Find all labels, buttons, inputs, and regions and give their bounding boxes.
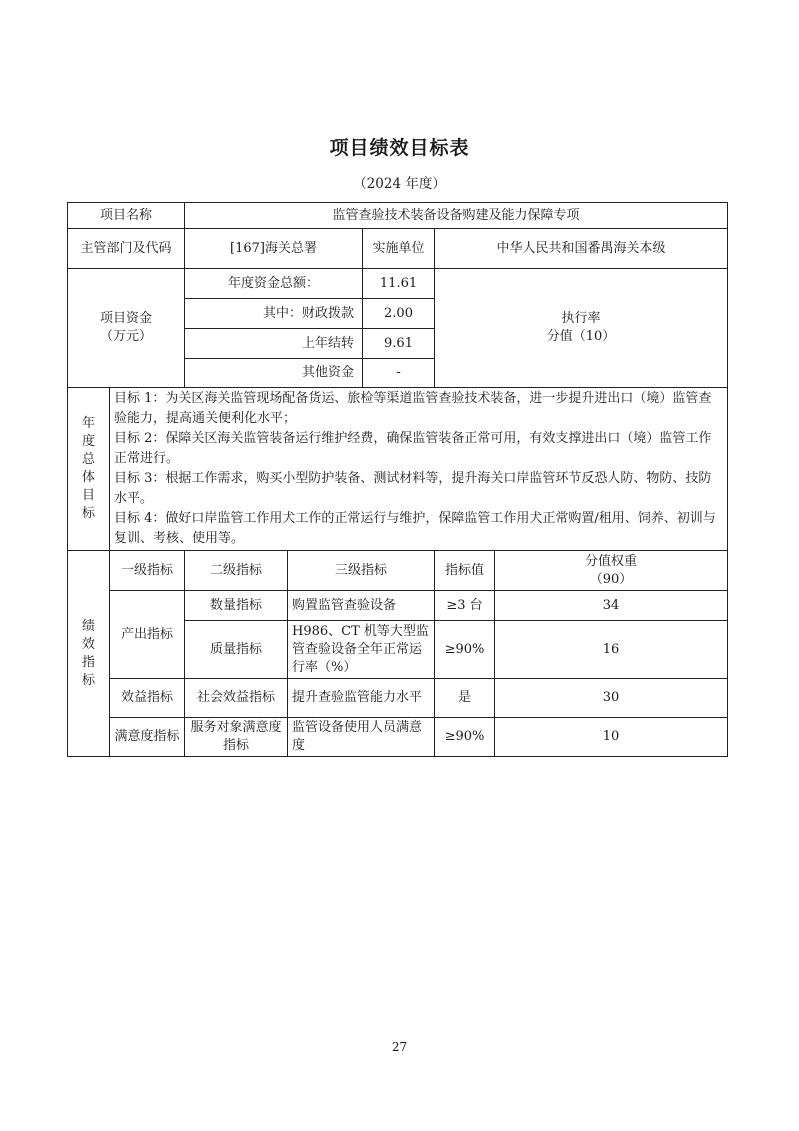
indicators-label-char: 效 — [81, 636, 95, 652]
project-name-row — [68, 203, 728, 229]
annual-goals-label-char: 标 — [81, 506, 95, 521]
indicators-label-char: 绩 — [81, 618, 95, 634]
page-title: 项目绩效目标表 — [329, 137, 470, 159]
funds-total-row — [68, 269, 728, 299]
annual-goals-label-char: 体 — [81, 470, 95, 485]
header-weight — [495, 551, 728, 591]
indicator-header-row — [68, 551, 728, 591]
funds-fiscal-value: 2.00 — [363, 299, 435, 329]
department-row — [68, 229, 728, 269]
funds-fiscal-label: 其中：财政拨款 — [185, 299, 363, 329]
funds-other-value: - — [363, 359, 435, 388]
table-row — [68, 679, 728, 718]
goal-item: 目标 2：保障关区海关监管装备运行维护经费，确保监管装备正常可用，有效支撑进出口（境）监管工作正常进行。 — [114, 431, 712, 466]
header-level2: 二级指标 — [185, 551, 288, 591]
indicators-label-char: 标 — [81, 672, 95, 688]
weight-cell: 30 — [495, 679, 728, 718]
indicator-value-cell: ≥90% — [435, 718, 495, 757]
annual-goals-label — [68, 388, 110, 551]
weight-cell: 34 — [495, 591, 728, 621]
indicator-value-cell: ≥3 台 — [435, 591, 495, 621]
goal-item: 目标 1：为关区海关监管现场配备货运、旅检等渠道监管查验技术装备，进一步提升进出口（境）监管查验能力，提高通关便利化水平； — [114, 391, 712, 426]
header-level1: 一级指标 — [110, 551, 185, 591]
project-name-label: 项目名称 — [68, 203, 185, 229]
implementing-unit-value: 中华人民共和国番禺海关本级 — [435, 229, 728, 269]
level1-satisfaction: 满意度指标 — [110, 718, 185, 757]
funds-label-line2: （万元） — [100, 329, 153, 344]
goal-item: 目标 3：根据工作需求，购买小型防护装备、测试材料等，提升海关口岸监管环节反恐人防、物防、技防水平。 — [114, 471, 712, 506]
level3-cell: H986、CT 机等大型监管查验设备全年正常运行率（%） — [288, 621, 435, 679]
annual-goals-label-char: 年 — [81, 416, 95, 431]
level2-cell: 质量指标 — [185, 621, 288, 679]
page-number: 27 — [391, 1040, 408, 1054]
funds-label-line1: 项目资金 — [100, 311, 153, 326]
department-value: [167]海关总署 — [185, 229, 363, 269]
annual-goals-label-char: 目 — [81, 488, 95, 503]
header-level3: 三级指标 — [288, 551, 435, 591]
level2-cell: 数量指标 — [185, 591, 288, 621]
level3-cell: 提升查验监管能力水平 — [288, 679, 435, 718]
level1-output: 产出指标 — [110, 591, 185, 679]
funds-carryover-label: 上年结转 — [185, 329, 363, 359]
weight-cell: 10 — [495, 718, 728, 757]
indicator-value-cell: 是 — [435, 679, 495, 718]
execution-rate-score: 分值（10） — [546, 329, 616, 344]
project-name-value: 监管查验技术装备设备购建及能力保障专项 — [185, 203, 728, 229]
funds-total-label: 年度资金总额： — [185, 269, 363, 299]
header-weight-total: （90） — [589, 571, 633, 587]
performance-indicators-label — [68, 551, 110, 757]
table-row — [68, 718, 728, 757]
implementing-unit-label: 实施单位 — [363, 229, 435, 269]
table-row — [68, 591, 728, 621]
funds-carryover-value: 9.61 — [363, 329, 435, 359]
level3-cell: 监管设备使用人员满意度 — [288, 718, 435, 757]
annual-goals-content — [110, 388, 728, 551]
annual-goals-row — [68, 388, 728, 551]
performance-goal-table — [67, 202, 728, 757]
page-subtitle: （2024 年度） — [353, 176, 446, 192]
goal-item: 目标 4：做好口岸监管工作用犬工作的正常运行与维护，保障监管工作用犬正常购置/租用、饲养、初训与复训、考核、使用等。 — [114, 511, 716, 546]
indicators-label-char: 指 — [81, 654, 95, 670]
execution-rate-cell — [435, 269, 728, 388]
header-value: 指标值 — [435, 551, 495, 591]
weight-cell: 16 — [495, 621, 728, 679]
execution-rate-label: 执行率 — [561, 311, 601, 326]
header-weight-title: 分值权重 — [585, 553, 638, 569]
annual-goals-label-char: 总 — [81, 452, 95, 467]
department-label: 主管部门及代码 — [68, 229, 185, 269]
level2-cell: 社会效益指标 — [185, 679, 288, 718]
indicator-value-cell: ≥90% — [435, 621, 495, 679]
annual-goals-label-char: 度 — [81, 434, 95, 449]
funds-label — [68, 269, 185, 388]
level1-benefit: 效益指标 — [110, 679, 185, 718]
funds-total-value: 11.61 — [363, 269, 435, 299]
level2-cell: 服务对象满意度指标 — [185, 718, 288, 757]
level3-cell: 购置监管查验设备 — [288, 591, 435, 621]
funds-other-label: 其他资金 — [185, 359, 363, 388]
